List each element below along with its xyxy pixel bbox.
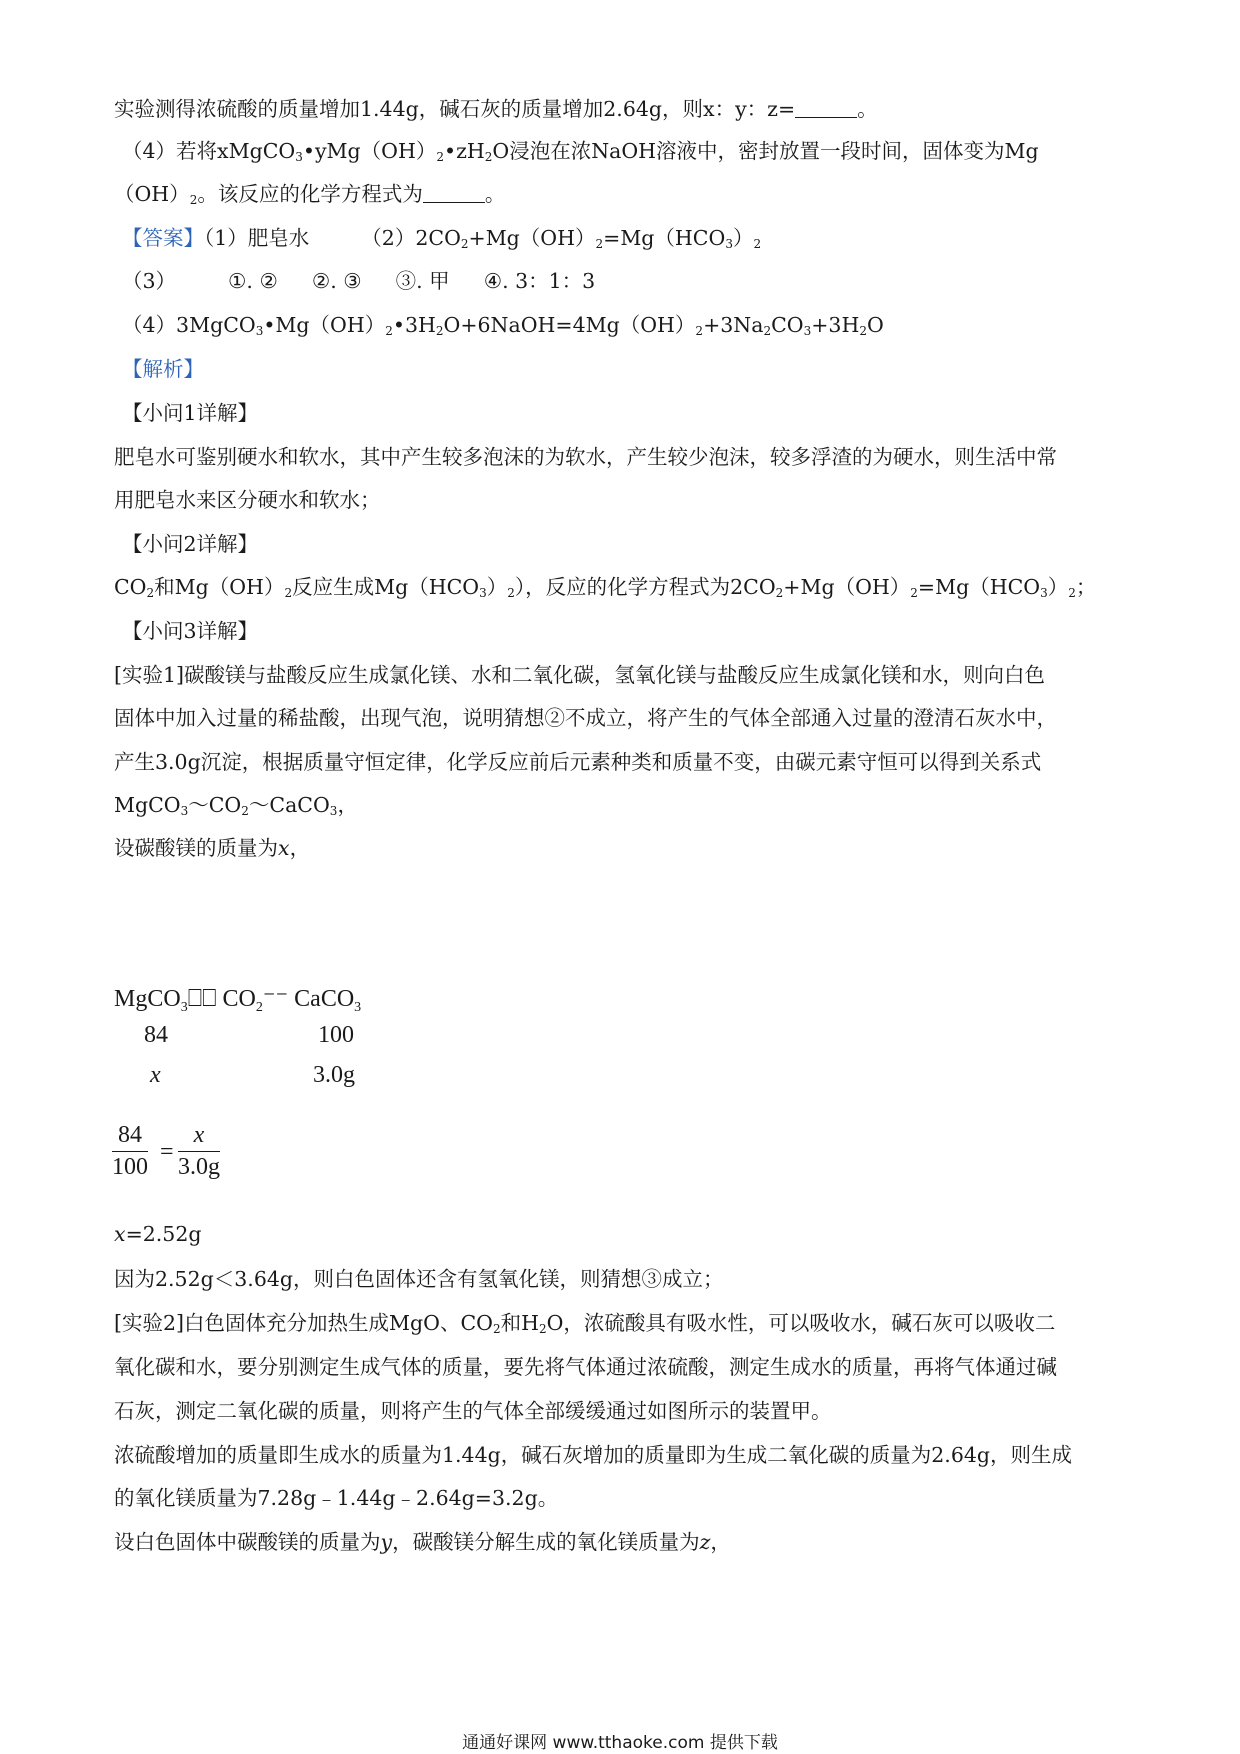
mass-text-b: 的氧化镁质量为7.28g﹣1.44g﹣2.64g=3.2g。 xyxy=(114,1486,559,1510)
answer-line2 xyxy=(122,266,595,296)
rel-a: MgCO xyxy=(114,793,181,817)
subscript: 2 xyxy=(284,586,293,600)
answer-3-1: ①. ② xyxy=(228,269,278,293)
s2b: 和Mg（OH） xyxy=(154,575,285,599)
answer-4-a: （4）3MgCO xyxy=(122,313,256,337)
exp2-a-2: 和H xyxy=(500,1311,539,1335)
subscript: 3 xyxy=(255,324,264,338)
rel-b: ～CO xyxy=(188,793,242,817)
answer-3-4: ④. 3：1：3 xyxy=(483,269,596,293)
subscript: 2 xyxy=(775,586,784,600)
answer-1: （1）肥皂水 xyxy=(204,226,310,250)
q4-text-c: •zH xyxy=(443,139,485,163)
var-y: y xyxy=(380,1530,393,1554)
set-x-line xyxy=(114,833,310,863)
rel-c: ～CaCO xyxy=(248,793,330,817)
q4-text-a: （4）若将xMgCO xyxy=(122,139,296,163)
experiment2-text-a xyxy=(114,1308,1055,1338)
answer-3-label: （3） xyxy=(122,269,177,293)
eq-caco3: ⁻⁻ CaCO xyxy=(262,986,355,1012)
answer-blank xyxy=(795,99,857,118)
fraction-1-denominator: 100 xyxy=(112,1154,148,1180)
subscript: 2 xyxy=(484,150,493,164)
answer-4-e: +3Na xyxy=(703,313,764,337)
set-yz-a: 设白色固体中碳酸镁的质量为 xyxy=(114,1530,381,1554)
answer-2-d: ） xyxy=(732,226,754,250)
s2a: CO xyxy=(114,575,147,599)
experiment1-text-b: 固体中加入过量的稀盐酸，出现气泡，说明猜想②不成立，将产生的气体全部通入过量的澄清石灰水中， xyxy=(114,706,1057,730)
answer-2-b: +Mg（OH） xyxy=(468,226,596,250)
equation-row2-a: 84 xyxy=(144,1022,168,1048)
subquestion1-text-b: 用肥皂水来区分硬水和软水； xyxy=(114,488,381,512)
question3-end-line xyxy=(114,94,878,124)
experiment1-text-a: [实验1]碳酸镁与盐酸反应生成氯化镁、水和二氧化碳，氢氧化镁与盐酸反应生成氯化镁和水，则向白色 xyxy=(114,663,1046,687)
answer-2-c: =Mg（HCO xyxy=(603,226,726,250)
subscript: 2 xyxy=(146,586,155,600)
answer-4-b: •Mg（OH） xyxy=(263,313,386,337)
page-footer: 通通好课网 www.tthaoke.com 提供下载 xyxy=(462,1733,778,1753)
question4-line2 xyxy=(114,179,505,209)
subscript: 2 xyxy=(1068,586,1076,600)
answer-4-h: O xyxy=(866,313,884,337)
result-x-value: =2.52g xyxy=(125,1222,202,1246)
subquestion1-text-a: 肥皂水可鉴别硬水和软水，其中产生较多泡沫的为软水，产生较少泡沫，较多浮渣的为硬水，则生活中常 xyxy=(114,445,1057,469)
subscript: 2 xyxy=(538,1322,547,1336)
answer-4-d: O+6NaOH=4Mg（OH） xyxy=(443,313,696,337)
set-yz-e: ， xyxy=(710,1530,731,1554)
q4-text-f: 。该反应的化学方程式为 xyxy=(197,182,423,206)
subscript: 2 xyxy=(385,324,393,338)
rel-d: ， xyxy=(337,793,358,817)
subscript: 3 xyxy=(329,804,338,818)
subscript: 3 xyxy=(725,237,733,251)
s2g2: ） xyxy=(1047,575,1069,599)
period: 。 xyxy=(484,182,506,206)
subscript: 2 xyxy=(241,804,249,818)
s2g: ） xyxy=(486,575,508,599)
set-x-a: 设碳酸镁的质量为 xyxy=(114,836,278,860)
mass-text-a: 浓硫酸增加的质量即生成水的质量为1.44g，碱石灰增加的质量即为生成二氧化碳的质量为2.64g，则生成 xyxy=(114,1443,1073,1467)
s2f: =Mg（HCO xyxy=(917,575,1041,599)
subscript: 3 xyxy=(803,324,812,338)
subquestion2-tag: 【小问2详解】 xyxy=(122,532,259,556)
answer-line3 xyxy=(122,310,884,340)
subscript: 2 xyxy=(910,586,918,600)
exp2-a-1: [实验2]白色固体充分加热生成MgO、CO xyxy=(114,1311,493,1335)
s2d: ），反应的化学方程式为2CO xyxy=(514,575,776,599)
subscript: 2 xyxy=(763,324,772,338)
question3-end-text: 实验测得浓硫酸的质量增加1.44g，碱石灰的质量增加2.64g，则x：y：z= xyxy=(114,97,796,121)
eq-co2: ⎕⎕ CO xyxy=(187,986,256,1012)
subscript: 2 xyxy=(460,237,469,251)
analysis-tag: 【解析】 xyxy=(122,357,204,381)
s2c: 反应生成Mg（HCO xyxy=(292,575,480,599)
answer-line1 xyxy=(122,223,761,253)
subscript: 2 xyxy=(492,1322,501,1336)
equation-row3-a: x xyxy=(150,1062,161,1088)
fraction-84-100 xyxy=(112,1122,148,1181)
experiment2-text-b: 氧化碳和水，要分别测定生成气体的质量，要先将气体通过浓硫酸，测定生成水的质量，再将气体通过碱 xyxy=(114,1355,1057,1379)
q4-text-e: （OH） xyxy=(114,182,190,206)
question4-line1 xyxy=(122,136,1039,166)
subscript: 2 xyxy=(695,324,704,338)
s2h: ； xyxy=(1075,575,1097,599)
s2e: +Mg（OH） xyxy=(783,575,911,599)
exp2-a-3: O，浓硫酸具有吸水性，可以吸收水，碱石灰可以吸收二 xyxy=(546,1311,1056,1335)
subscript: 2 xyxy=(435,324,444,338)
answer-tag: 【答案】 xyxy=(122,226,204,250)
answer-3-2: ②. ③ xyxy=(311,269,362,293)
answer-4-g: +3H xyxy=(811,313,860,337)
equation-row3-b: 3.0g xyxy=(313,1062,355,1088)
answer-4-c: •3H xyxy=(392,313,436,337)
var-x: x xyxy=(278,836,290,860)
experiment1-text-c: 产生3.0g沉淀，根据质量守恒定律，化学反应前后元素种类和质量不变，由碳元素守恒可以得到关系式 xyxy=(114,750,1042,774)
fraction-2-numerator: x xyxy=(178,1122,220,1152)
subscript: 3 xyxy=(180,1000,188,1015)
subscript: 3 xyxy=(479,586,487,600)
answer-3-3: ③. 甲 xyxy=(395,269,450,293)
set-x-c: ， xyxy=(289,836,311,860)
subquestion3-tag: 【小问3详解】 xyxy=(122,619,259,643)
subscript: 3 xyxy=(1040,586,1048,600)
fraction-1-numerator: 84 xyxy=(112,1122,148,1152)
q4-text-b: •yMg（OH） xyxy=(302,139,437,163)
subscript: 3 xyxy=(354,1000,362,1015)
eq-mgco3: MgCO xyxy=(114,986,181,1012)
answer-blank xyxy=(423,184,485,203)
fraction-x-3g xyxy=(178,1122,220,1181)
subscript: 2 xyxy=(436,150,444,164)
subscript: 2 xyxy=(753,237,762,251)
because-line: 因为2.52g＜3.64g，则白色固体还含有氢氧化镁，则猜想③成立； xyxy=(114,1267,724,1291)
equation-row2-b: 100 xyxy=(318,1022,354,1048)
var-x: x xyxy=(114,1222,126,1246)
equals-sign: = xyxy=(160,1139,174,1165)
equation-row1 xyxy=(114,984,361,1013)
var-z: z xyxy=(699,1530,711,1554)
subquestion1-tag: 【小问1详解】 xyxy=(122,401,259,425)
set-yz-line xyxy=(114,1527,731,1557)
subscript: 2 xyxy=(255,1000,263,1015)
subscript: 2 xyxy=(189,193,198,207)
answer-4-f: CO xyxy=(771,313,804,337)
subquestion2-text xyxy=(114,572,1096,602)
subscript: 2 xyxy=(859,324,867,338)
subscript: 2 xyxy=(595,237,604,251)
answer-2-a: （2）2CO xyxy=(361,226,461,250)
subscript: 2 xyxy=(507,586,515,600)
subscript: 3 xyxy=(295,150,303,164)
set-yz-c: ，碳酸镁分解生成的氧化镁质量为 xyxy=(392,1530,700,1554)
experiment2-text-c: 石灰，测定二氧化碳的质量，则将产生的气体全部缓缓通过如图所示的装置甲。 xyxy=(114,1399,832,1423)
result-x xyxy=(114,1219,202,1249)
period: 。 xyxy=(857,97,878,121)
fraction-2-denominator: 3.0g xyxy=(178,1154,220,1180)
q4-text-d: O浸泡在浓NaOH溶液中，密封放置一段时间，固体变为Mg xyxy=(492,139,1039,163)
relation-line xyxy=(114,790,358,820)
subscript: 3 xyxy=(180,804,189,818)
